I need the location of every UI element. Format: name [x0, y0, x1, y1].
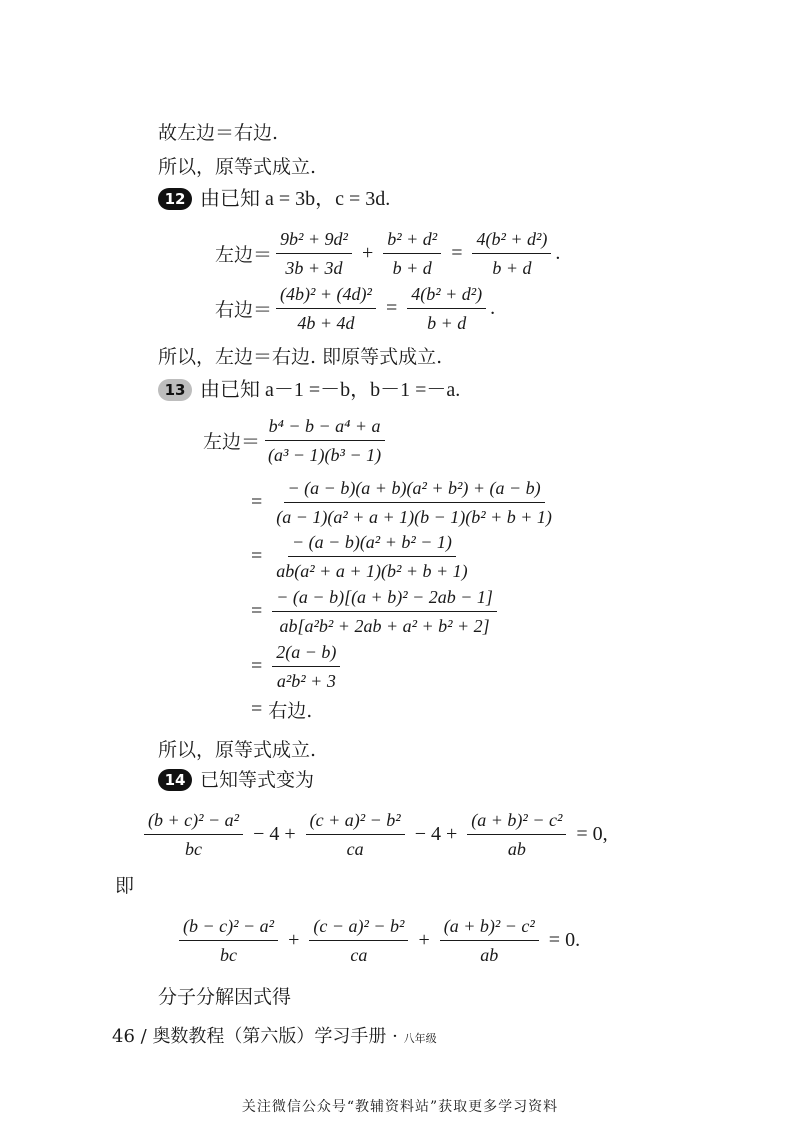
equation-13-step4: = $\frac{\text{− (a − b)[(a + b)² − 2ab − 1]}}{\text{ab[a²b² + 2ab + a² + b² + 2]}}$	[245, 585, 501, 638]
fraction: $\frac{\text{b⁴ − b − a⁴ + a}}{\text{(a³ − 1)(b³ − 1)}}$	[264, 414, 385, 467]
text-line: 即	[115, 875, 135, 897]
fraction: $\frac{\text{4(b² + d²)}}{b + d}$	[472, 227, 551, 280]
problem-number-badge: 14	[158, 769, 192, 791]
text-line: 故左边＝右边.	[158, 122, 279, 144]
fraction: $\frac{\text{(c − a)² − b²}}{ca}$	[309, 914, 408, 967]
equation-13-step5: = $\frac{2(a - b)}{\text{a²b² + 3}}$	[245, 640, 344, 693]
fraction: $\frac{\text{(b − c)² − a²}}{bc}$	[179, 914, 278, 967]
equation-13-step6: = 右边.	[251, 698, 313, 722]
text-line: 分子分解因式得	[158, 986, 292, 1008]
page-number: 46 /	[112, 1026, 147, 1047]
fraction: $\frac{2(a - b)}{\text{a²b² + 3}}$	[272, 640, 340, 693]
problem-12	[158, 187, 390, 211]
problem-text: 由已知 a－1 =－b，b－1 =－a.	[200, 379, 461, 401]
fraction: $\frac{\text{(4b)² + (4d)²}}{4b + 4d}$	[276, 282, 376, 335]
problem-number-badge: 12	[158, 188, 192, 210]
watermark-note: 关注微信公众号“教辅资料站”获取更多学习资料	[241, 1099, 559, 1115]
fraction: $\frac{\text{(c + a)² − b²}}{ca}$	[306, 808, 405, 861]
equation-label: 左边＝	[203, 431, 261, 453]
problem-number-badge: 13	[158, 379, 192, 401]
fraction: $\frac{\text{4(b² + d²)}}{b + d}$	[407, 282, 486, 335]
equation-12-right: 右边＝ $\frac{\text{(4b)² + (4d)²}}{4b + 4d}$ = $\frac{\text{4(b² + d²)}}{b + d}$ .	[215, 284, 496, 333]
equation-14-result: $\frac{\text{(b − c)² − a²}}{bc}$ + $\frac{\text{(c − a)² − b²}}{ca}$ + $\frac{\text{(a + b)² − c²}}{ab}$ = 0.	[175, 914, 586, 967]
equation-13-step3: = $\frac{\text{− (a − b)(a² + b² − 1)}}{\text{ab(a² + a + 1)(b² + b + 1)}}$	[245, 530, 476, 583]
equation-13-step1	[203, 414, 389, 467]
grade-label: 八年级	[403, 1032, 437, 1045]
fraction: $\frac{\text{(a + b)² − c²}}{ab}$	[440, 914, 539, 967]
fraction: $\frac{\text{− (a − b)[(a + b)² − 2ab − 1]}}{\text{ab[a²b² + 2ab + a² + b² + 2]}}$	[272, 585, 497, 638]
problem-14	[158, 768, 314, 792]
fraction: $\frac{\text{− (a − b)(a² + b² − 1)}}{\text{ab(a² + a + 1)(b² + b + 1)}}$	[276, 532, 468, 581]
equation-12-left: 左边＝ $\frac{\text{9b² + 9d²}}{3b + 3d}$ + $\frac{\text{b² + d²}}{b + d}$ = $\frac{\text{4(b² + d²)}}{b + d}$ .	[215, 229, 561, 278]
problem-13	[158, 378, 460, 402]
fraction: $\frac{\text{− (a − b)(a + b)(a² + b²) + (a − b)}}{\text{(a − 1)(a² + a + 1)(b − 1)(b² + b + 1)}}$	[276, 478, 552, 527]
book-title: 奥数教程（第六版）学习手册 ·	[152, 1026, 398, 1047]
fraction: $\frac{\text{9b² + 9d²}}{3b + 3d}$	[276, 227, 352, 280]
equation-14-transformed: $\frac{\text{(b + c)² − a²}}{bc}$ − 4 + $\frac{\text{(c + a)² − b²}}{ca}$ − 4 + $\frac{\text{(a + b)² − c²}}{ab}$ = 0,	[140, 808, 614, 861]
problem-text: 已知等式变为	[200, 769, 315, 791]
fraction: $\frac{\text{(a + b)² − c²}}{ab}$	[467, 808, 566, 861]
equation-label: 右边＝	[215, 299, 273, 321]
fraction: $\frac{\text{b² + d²}}{b + d}$	[383, 227, 441, 280]
equation-13-step2: = $\frac{\text{− (a − b)(a + b)(a² + b²) + (a − b)}}{\text{(a − 1)(a² + a + 1)(b − 1)(b² + b + 1)}}$	[245, 476, 560, 529]
text-line: 所以，原等式成立.	[158, 739, 317, 761]
problem-text: 由已知 a = 3b，c = 3d.	[200, 188, 391, 210]
fraction: $\frac{\text{(b + c)² − a²}}{bc}$	[144, 808, 243, 861]
text-line: 所以，左边＝右边. 即原等式成立.	[158, 346, 443, 368]
page-footer	[112, 1022, 437, 1048]
equation-label: 左边＝	[215, 244, 273, 266]
text-line: 所以，原等式成立.	[158, 156, 317, 178]
